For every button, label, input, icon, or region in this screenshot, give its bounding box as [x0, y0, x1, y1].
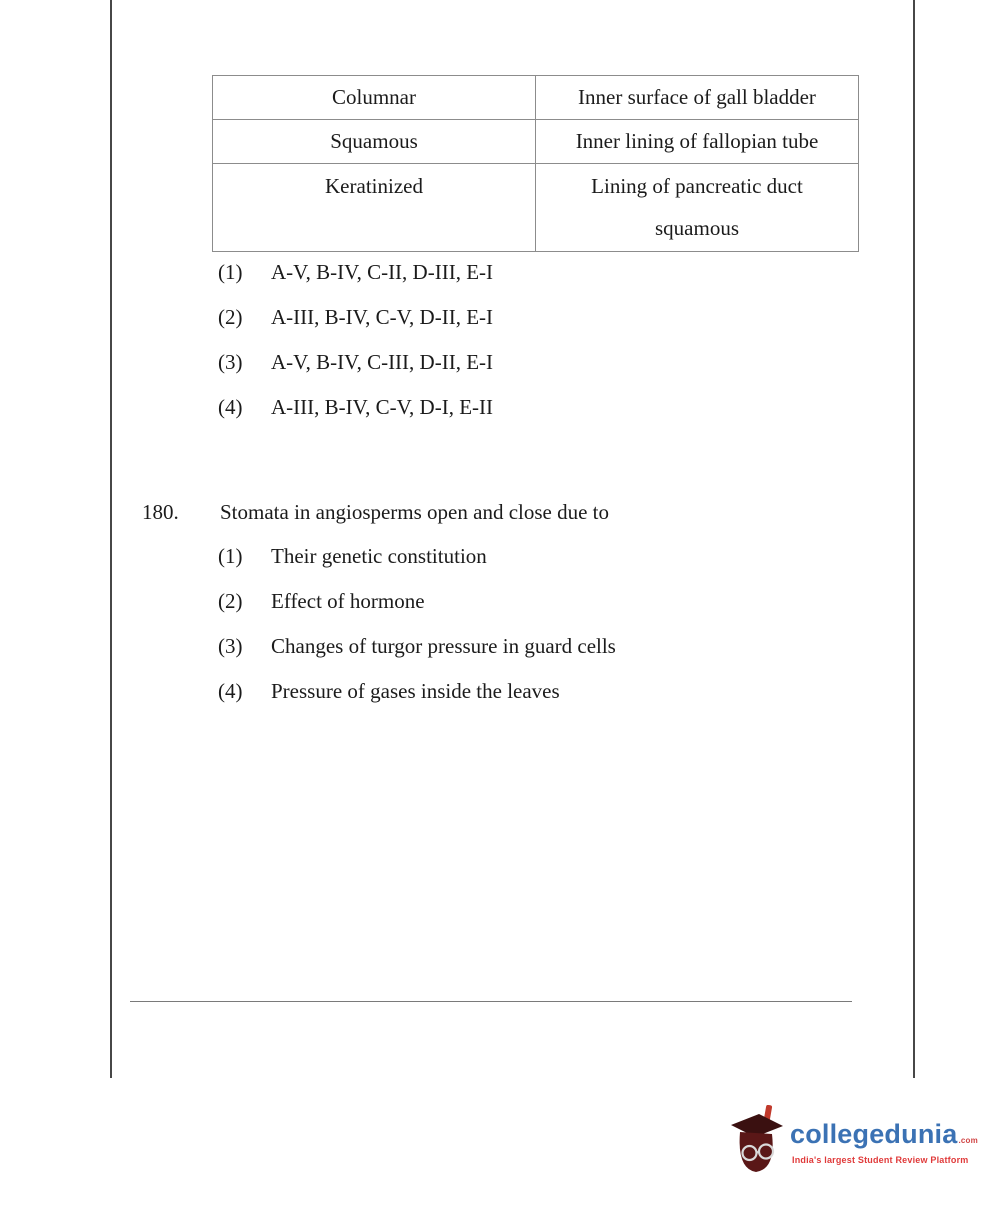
- brand-name: collegedunia: [790, 1119, 958, 1149]
- brand-tagline: India's largest Student Review Platform: [792, 1155, 969, 1165]
- collegedunia-mascot-icon: [726, 1105, 786, 1181]
- table-cell-location: Inner surface of gall bladder: [536, 76, 859, 120]
- option-text: A-V, B-IV, C-III, D-II, E-I: [271, 350, 494, 374]
- option-row: [218, 340, 493, 385]
- footer-divider-line: [130, 1001, 852, 1002]
- option-number: (4): [218, 679, 243, 703]
- option-row: [218, 250, 493, 295]
- table-cell-location: [536, 164, 859, 252]
- table-cell-location: Inner lining of fallopian tube: [536, 120, 859, 164]
- table-row: [213, 76, 859, 120]
- table-cell-line-2: squamous: [655, 216, 739, 240]
- option-number: (3): [218, 350, 243, 374]
- question-text: Stomata in angiosperms open and close due to: [220, 500, 610, 524]
- match-options-list: [218, 250, 493, 430]
- table-cell-tissue: Keratinized: [213, 164, 536, 252]
- table-row: [213, 120, 859, 164]
- option-number: (1): [218, 544, 243, 568]
- option-row: [218, 624, 616, 669]
- brand-wordmark: [790, 1119, 978, 1150]
- brand-domain: .com: [958, 1136, 978, 1145]
- option-row: [218, 385, 493, 430]
- option-text: A-V, B-IV, C-II, D-III, E-I: [271, 260, 494, 284]
- table-cell-line-1: Lining of pancreatic duct: [591, 174, 803, 198]
- option-text: Effect of hormone: [271, 589, 425, 613]
- option-text: A-III, B-IV, C-V, D-II, E-I: [271, 305, 494, 329]
- question-number: 180.: [142, 500, 179, 524]
- option-text: A-III, B-IV, C-V, D-I, E-II: [271, 395, 494, 419]
- option-number: (4): [218, 395, 243, 419]
- option-text: Changes of turgor pressure in guard cells: [271, 634, 616, 658]
- table-row: [213, 164, 859, 252]
- option-number: (2): [218, 305, 243, 329]
- option-text: Pressure of gases inside the leaves: [271, 679, 560, 703]
- page-left-border: [110, 0, 112, 1078]
- option-text: Their genetic constitution: [271, 544, 487, 568]
- option-row: [218, 579, 616, 624]
- option-row: [218, 669, 616, 714]
- table-cell-tissue: Columnar: [213, 76, 536, 120]
- option-number: (2): [218, 589, 243, 613]
- option-number: (1): [218, 260, 243, 284]
- question-180-options: [218, 534, 616, 714]
- page-right-border: [913, 0, 915, 1078]
- option-row: [218, 295, 493, 340]
- collegedunia-logo: [726, 1103, 981, 1185]
- table-cell-tissue: Squamous: [213, 120, 536, 164]
- question-180: [142, 500, 609, 525]
- option-row: [218, 534, 616, 579]
- epithelium-match-table: [212, 75, 859, 252]
- option-number: (3): [218, 634, 243, 658]
